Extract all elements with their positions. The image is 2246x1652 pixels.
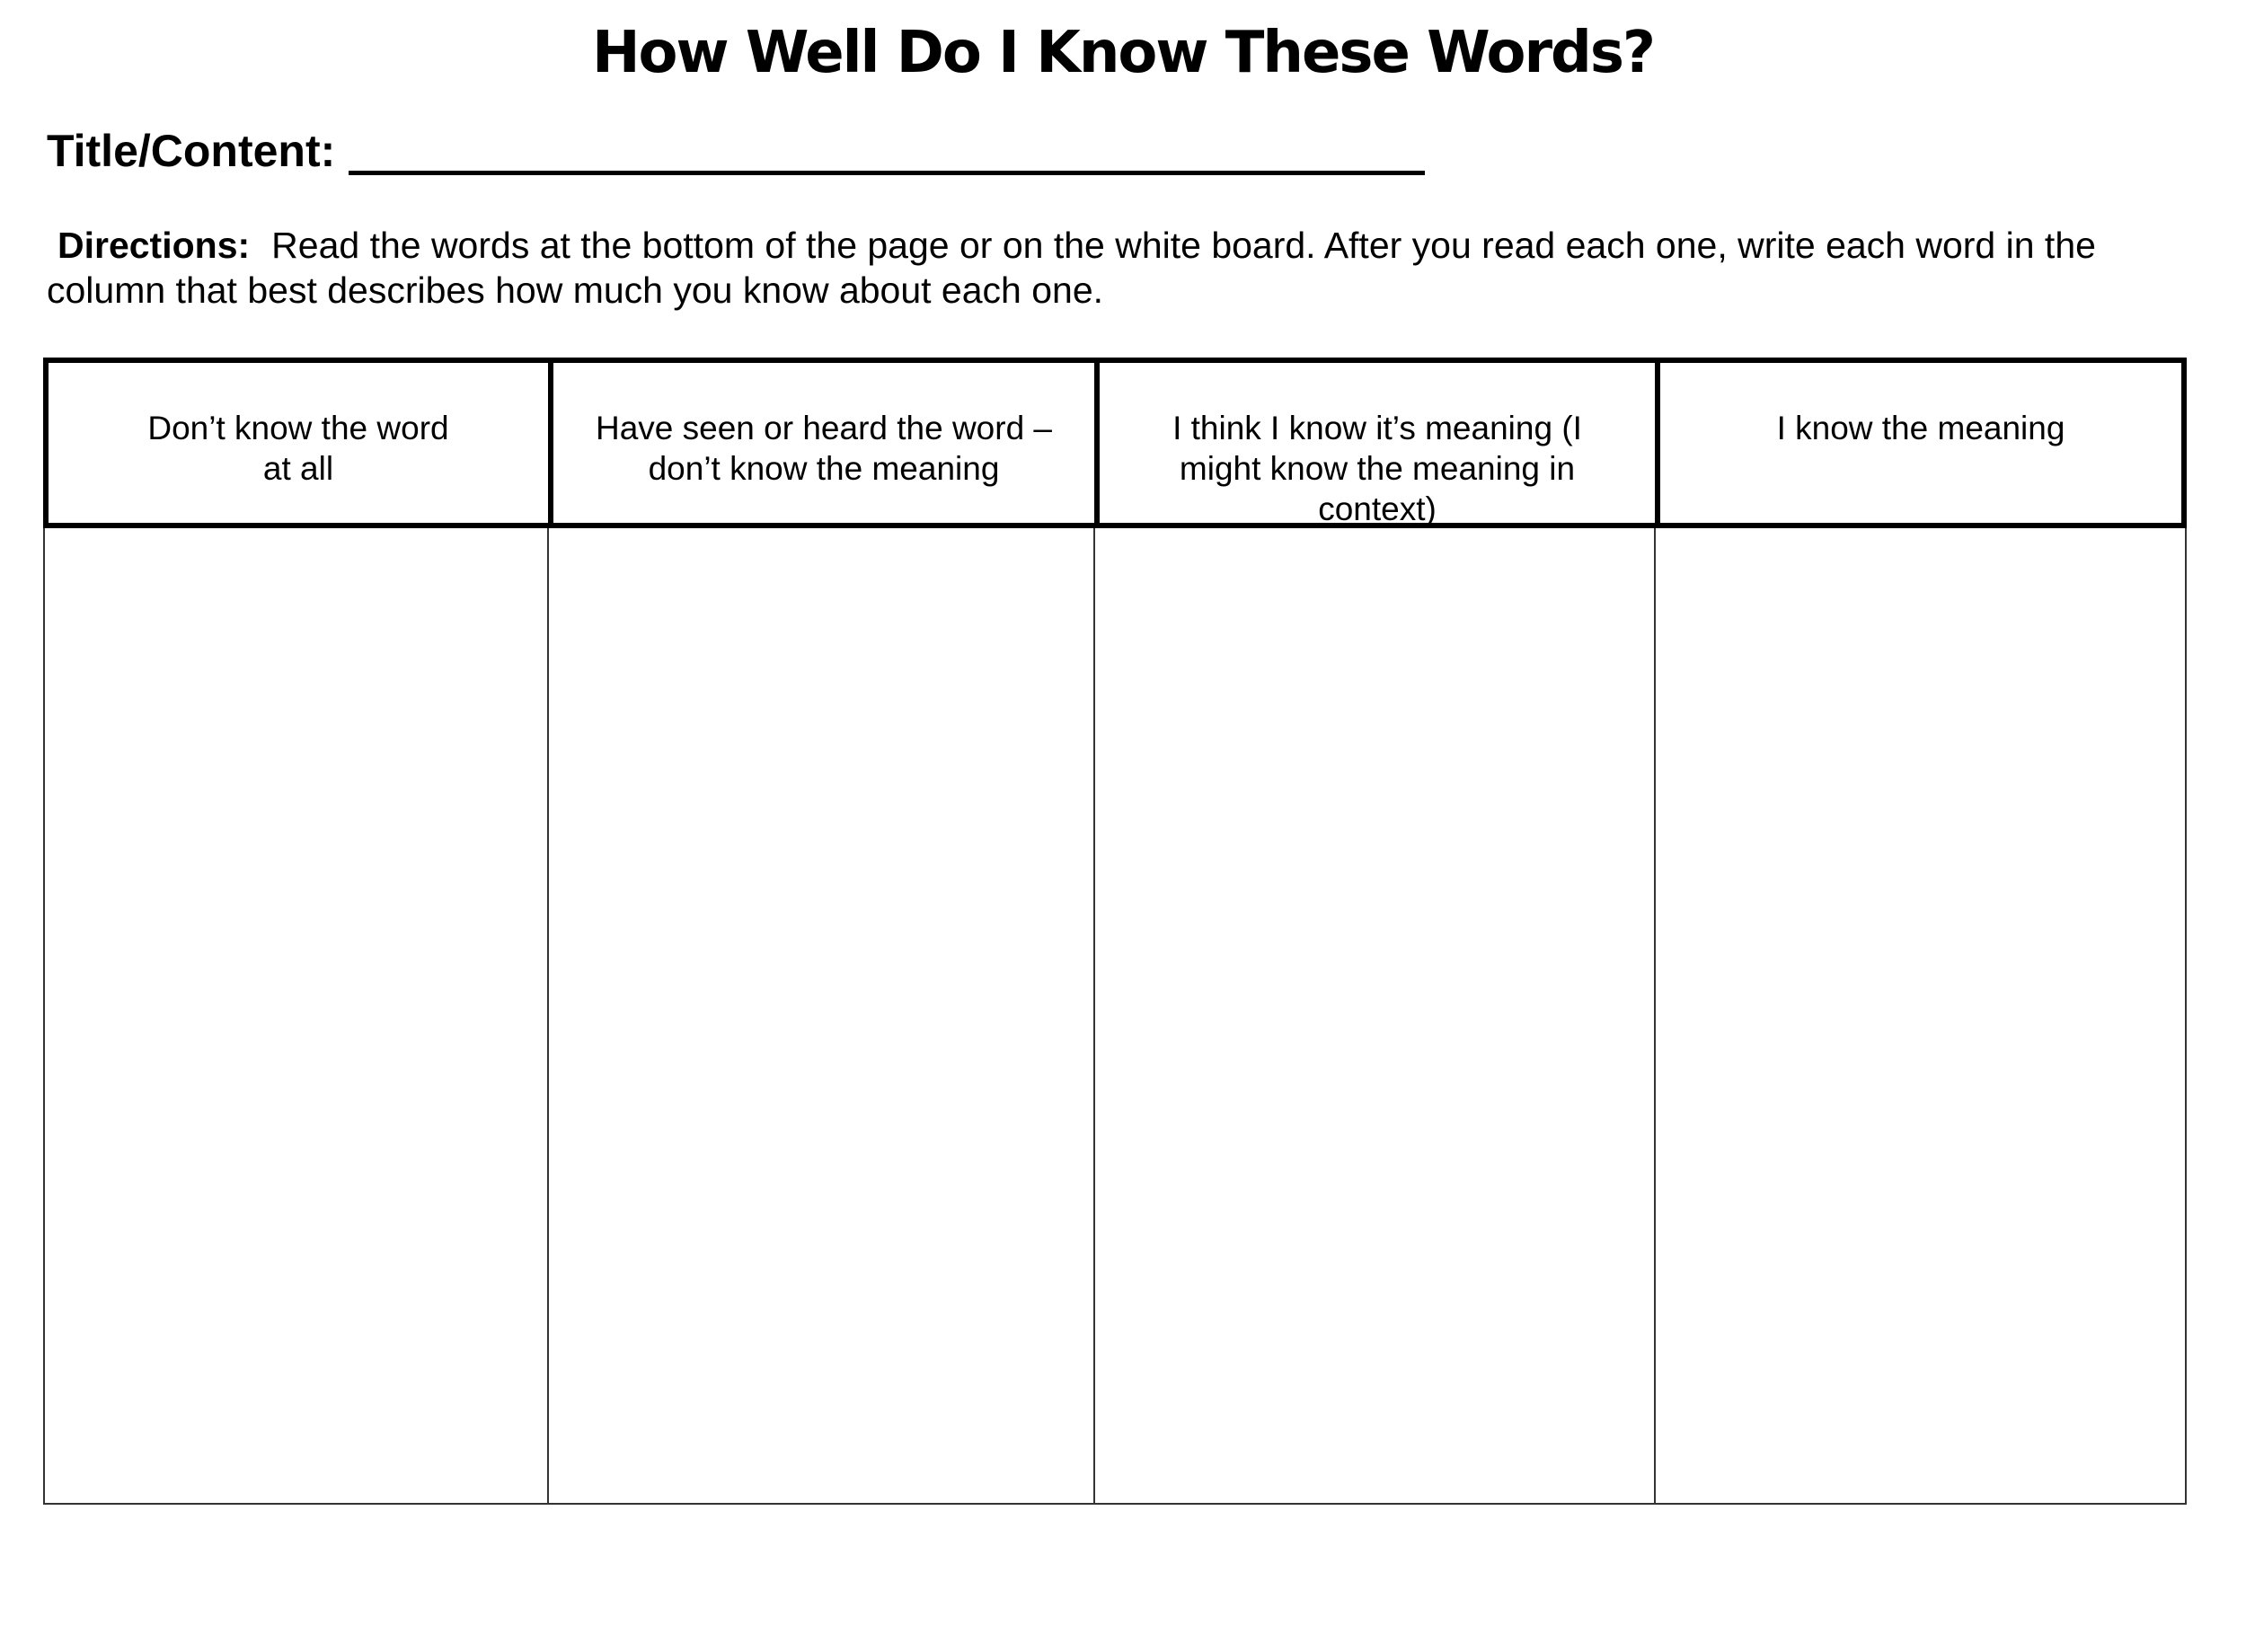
page-title: How Well Do I Know These Words?	[591, 20, 1655, 86]
column-divider	[547, 528, 549, 1503]
column-divider	[1093, 528, 1095, 1503]
table-header-row	[43, 358, 2187, 528]
column-divider	[1654, 528, 1656, 1503]
column-header-line: at all	[262, 450, 334, 487]
column-header-line: context)	[1318, 490, 1437, 527]
title-field-blank-line[interactable]	[349, 171, 1425, 175]
column-header-line: I think I know it’s meaning (I	[1172, 410, 1582, 446]
column-header-dont-know	[49, 363, 548, 523]
column-header-line: might know the meaning in	[1179, 450, 1576, 487]
vocabulary-table	[43, 358, 2187, 1505]
directions-text: Read the words at the bottom of the page or on the white board. After you read each one, write each word in the column that best describes how much you know about each one.	[47, 225, 2096, 311]
title-field-label: Title/Content:	[47, 126, 336, 176]
column-header-line: don’t know the meaning	[648, 450, 1000, 487]
column-header-line: I know the meaning	[1776, 410, 2065, 446]
table-body	[43, 528, 2187, 1505]
column-header-know-meaning	[1660, 363, 2181, 523]
column-header-line: Have seen or heard the word –	[595, 410, 1053, 446]
directions-label: Directions:	[57, 225, 251, 266]
column-header-seen-or-heard	[553, 363, 1094, 523]
column-header-line: Don’t know the word	[147, 410, 449, 446]
column-header-think-i-know	[1100, 363, 1655, 527]
directions	[47, 223, 2203, 313]
